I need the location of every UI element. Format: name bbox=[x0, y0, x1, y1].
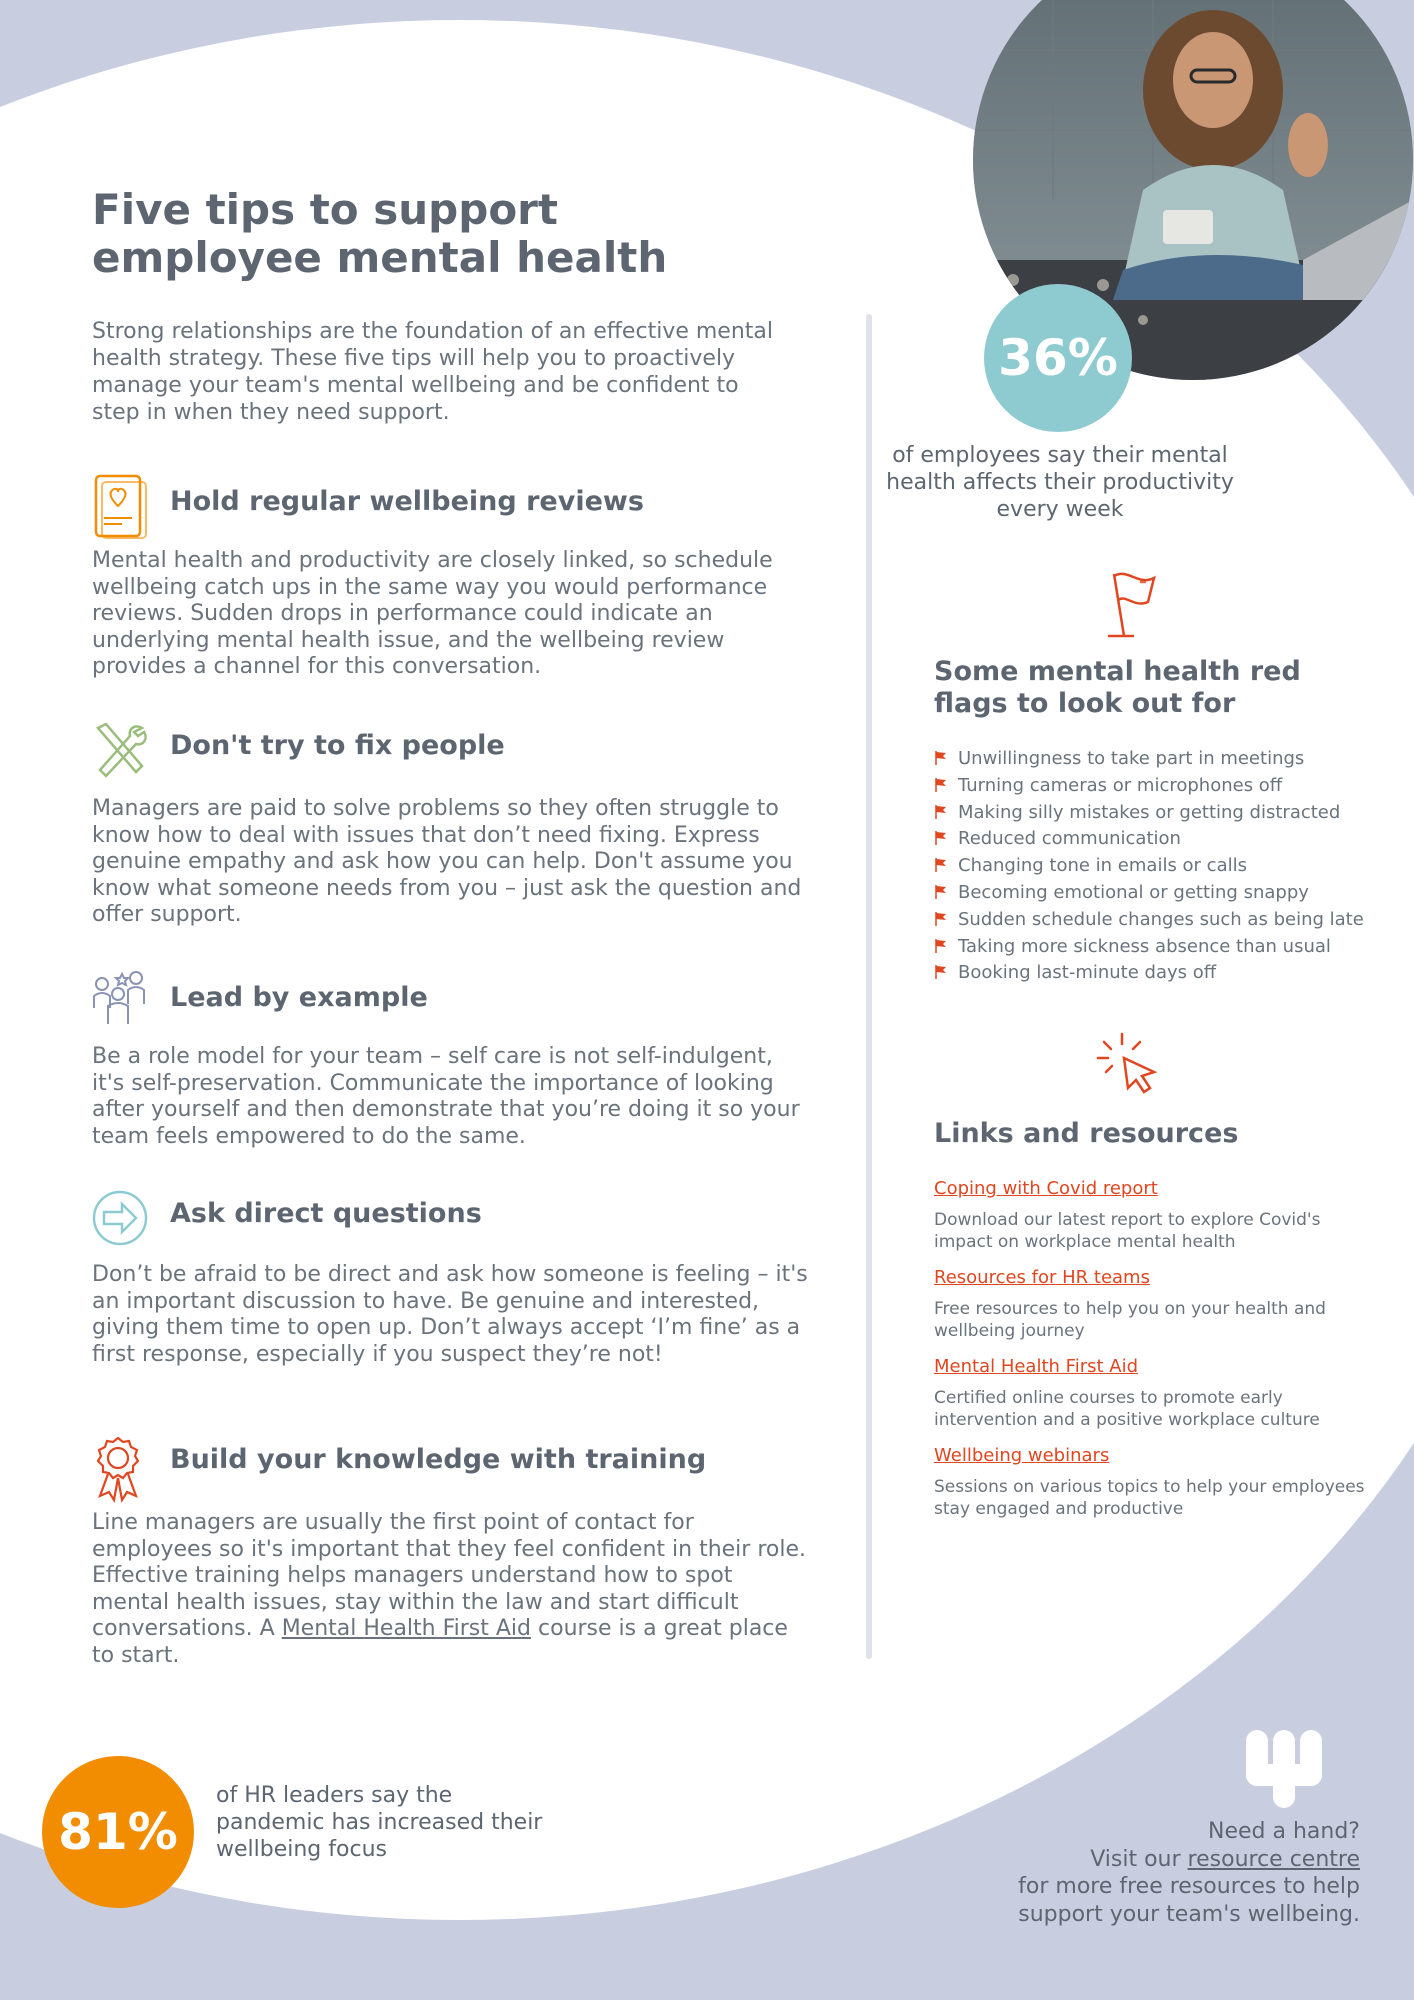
mini-flag-icon bbox=[934, 830, 948, 846]
tip-text: Mental health and productivity are closely linked, so schedule wellbeing catch ups in the same way you would performance reviews. Sudden drops in performance could indicate an underlying mental health issue, and the wellbeing review provides a channel for this conversation. bbox=[92, 548, 773, 679]
links-list bbox=[934, 1176, 1384, 1532]
column-divider bbox=[866, 314, 872, 1659]
link-description: Download our latest report to explore Covid's impact on workplace mental health bbox=[934, 1210, 1321, 1252]
award-rosette-icon bbox=[92, 1436, 148, 1504]
people-icon bbox=[92, 968, 148, 1036]
stat-36-caption: of employees say their mental health affects their productivity every week bbox=[886, 443, 1234, 522]
list-item: Changing tone in emails or calls bbox=[934, 853, 1364, 880]
mental-health-first-aid-link[interactable]: Mental Health First Aid bbox=[934, 1356, 1138, 1377]
wellbeing-webinars-link[interactable]: Wellbeing webinars bbox=[934, 1445, 1110, 1466]
brand-logo-icon bbox=[1246, 1730, 1322, 1808]
tip-text: Line managers are usually the first point of contact for employees so it's important that they feel confident in their role. Effective training helps managers understand how to spot mental health issues, stay within the law and start difficult conversations. A Mental Health First Aid course is a great place to start. bbox=[92, 1510, 806, 1668]
list-item: Sudden schedule changes such as being late bbox=[934, 907, 1364, 934]
list-item: Taking more sickness absence than usual bbox=[934, 934, 1364, 961]
red-flag-icon bbox=[1094, 566, 1164, 642]
tip-title: Don't try to fix people bbox=[170, 730, 505, 761]
mini-flag-icon bbox=[934, 911, 948, 927]
wellbeing-card-icon bbox=[92, 472, 148, 540]
arrow-circle-icon bbox=[92, 1190, 148, 1258]
mini-flag-icon bbox=[934, 777, 948, 793]
link-item bbox=[934, 1176, 1384, 1253]
link-item bbox=[934, 1443, 1384, 1520]
link-description: Certified online courses to promote early intervention and a positive workplace culture bbox=[934, 1388, 1320, 1430]
tip-title: Hold regular wellbeing reviews bbox=[170, 486, 644, 517]
tip-text: Managers are paid to solve problems so they often struggle to know how to deal with issues that don’t need fixing. Express genuine empathy and ask how you can help. Don't assume you know what someone needs from you – just ask the question and offer support. bbox=[92, 796, 802, 927]
tip-title: Build your knowledge with training bbox=[170, 1444, 707, 1475]
coping-with-covid-link[interactable]: Coping with Covid report bbox=[934, 1178, 1158, 1199]
mental-health-first-aid-inline-link[interactable]: Mental Health First Aid bbox=[281, 1616, 532, 1641]
mini-flag-icon bbox=[934, 938, 948, 954]
link-description: Sessions on various topics to help your employees stay engaged and productive bbox=[934, 1477, 1365, 1519]
list-item: Booking last-minute days off bbox=[934, 960, 1364, 987]
red-flags-title: Some mental health red flags to look out for bbox=[934, 656, 1301, 719]
mini-flag-icon bbox=[934, 857, 948, 873]
mini-flag-icon bbox=[934, 750, 948, 766]
list-item: Reduced communication bbox=[934, 826, 1364, 853]
tools-icon bbox=[92, 720, 148, 788]
tip-title: Ask direct questions bbox=[170, 1198, 482, 1229]
help-callout: Need a hand? Visit our resource centre for more free resources to help support your team's wellbeing. bbox=[1018, 1819, 1360, 1927]
link-item bbox=[934, 1265, 1384, 1342]
list-item: Becoming emotional or getting snappy bbox=[934, 880, 1364, 907]
mini-flag-icon bbox=[934, 804, 948, 820]
stat-81-caption: of HR leaders say the pandemic has increased their wellbeing focus bbox=[216, 1783, 543, 1862]
stat-81-badge: 81% bbox=[42, 1756, 194, 1908]
mini-flag-icon bbox=[934, 884, 948, 900]
list-item: Turning cameras or microphones off bbox=[934, 773, 1364, 800]
page-title: Five tips to support employee mental health bbox=[92, 185, 668, 282]
links-title: Links and resources bbox=[934, 1118, 1239, 1149]
tip-title: Lead by example bbox=[170, 982, 428, 1013]
intro-paragraph: Strong relationships are the foundation of an effective mental health strategy. These five tips will help you to proactively manage your team's mental wellbeing and be confident to step in when they need support. bbox=[92, 319, 773, 425]
stat-36-badge: 36% bbox=[984, 284, 1132, 432]
red-flags-list bbox=[934, 746, 1364, 987]
tip-text: Don’t be afraid to be direct and ask how someone is feeling – it's an important discussion to have. Be genuine and interested, giving them time to open up. Don’t always accept ‘I’m fine’ as a first response, especially if you suspect they’re not! bbox=[92, 1262, 808, 1367]
link-item bbox=[934, 1354, 1384, 1431]
mini-flag-icon bbox=[934, 964, 948, 980]
link-description: Free resources to help you on your health and wellbeing journey bbox=[934, 1299, 1326, 1341]
cursor-click-icon bbox=[1094, 1028, 1166, 1100]
tip-text: Be a role model for your team – self care is not self-indulgent, it's self-preservation. Communicate the importance of looking after yourself and then demonstrate that you’re doing it so your team feels empowered to do the same. bbox=[92, 1044, 800, 1149]
resources-hr-teams-link[interactable]: Resources for HR teams bbox=[934, 1267, 1150, 1288]
list-item: Unwillingness to take part in meetings bbox=[934, 746, 1364, 773]
list-item: Making silly mistakes or getting distracted bbox=[934, 800, 1364, 827]
resource-centre-link[interactable]: resource centre bbox=[1187, 1846, 1360, 1872]
